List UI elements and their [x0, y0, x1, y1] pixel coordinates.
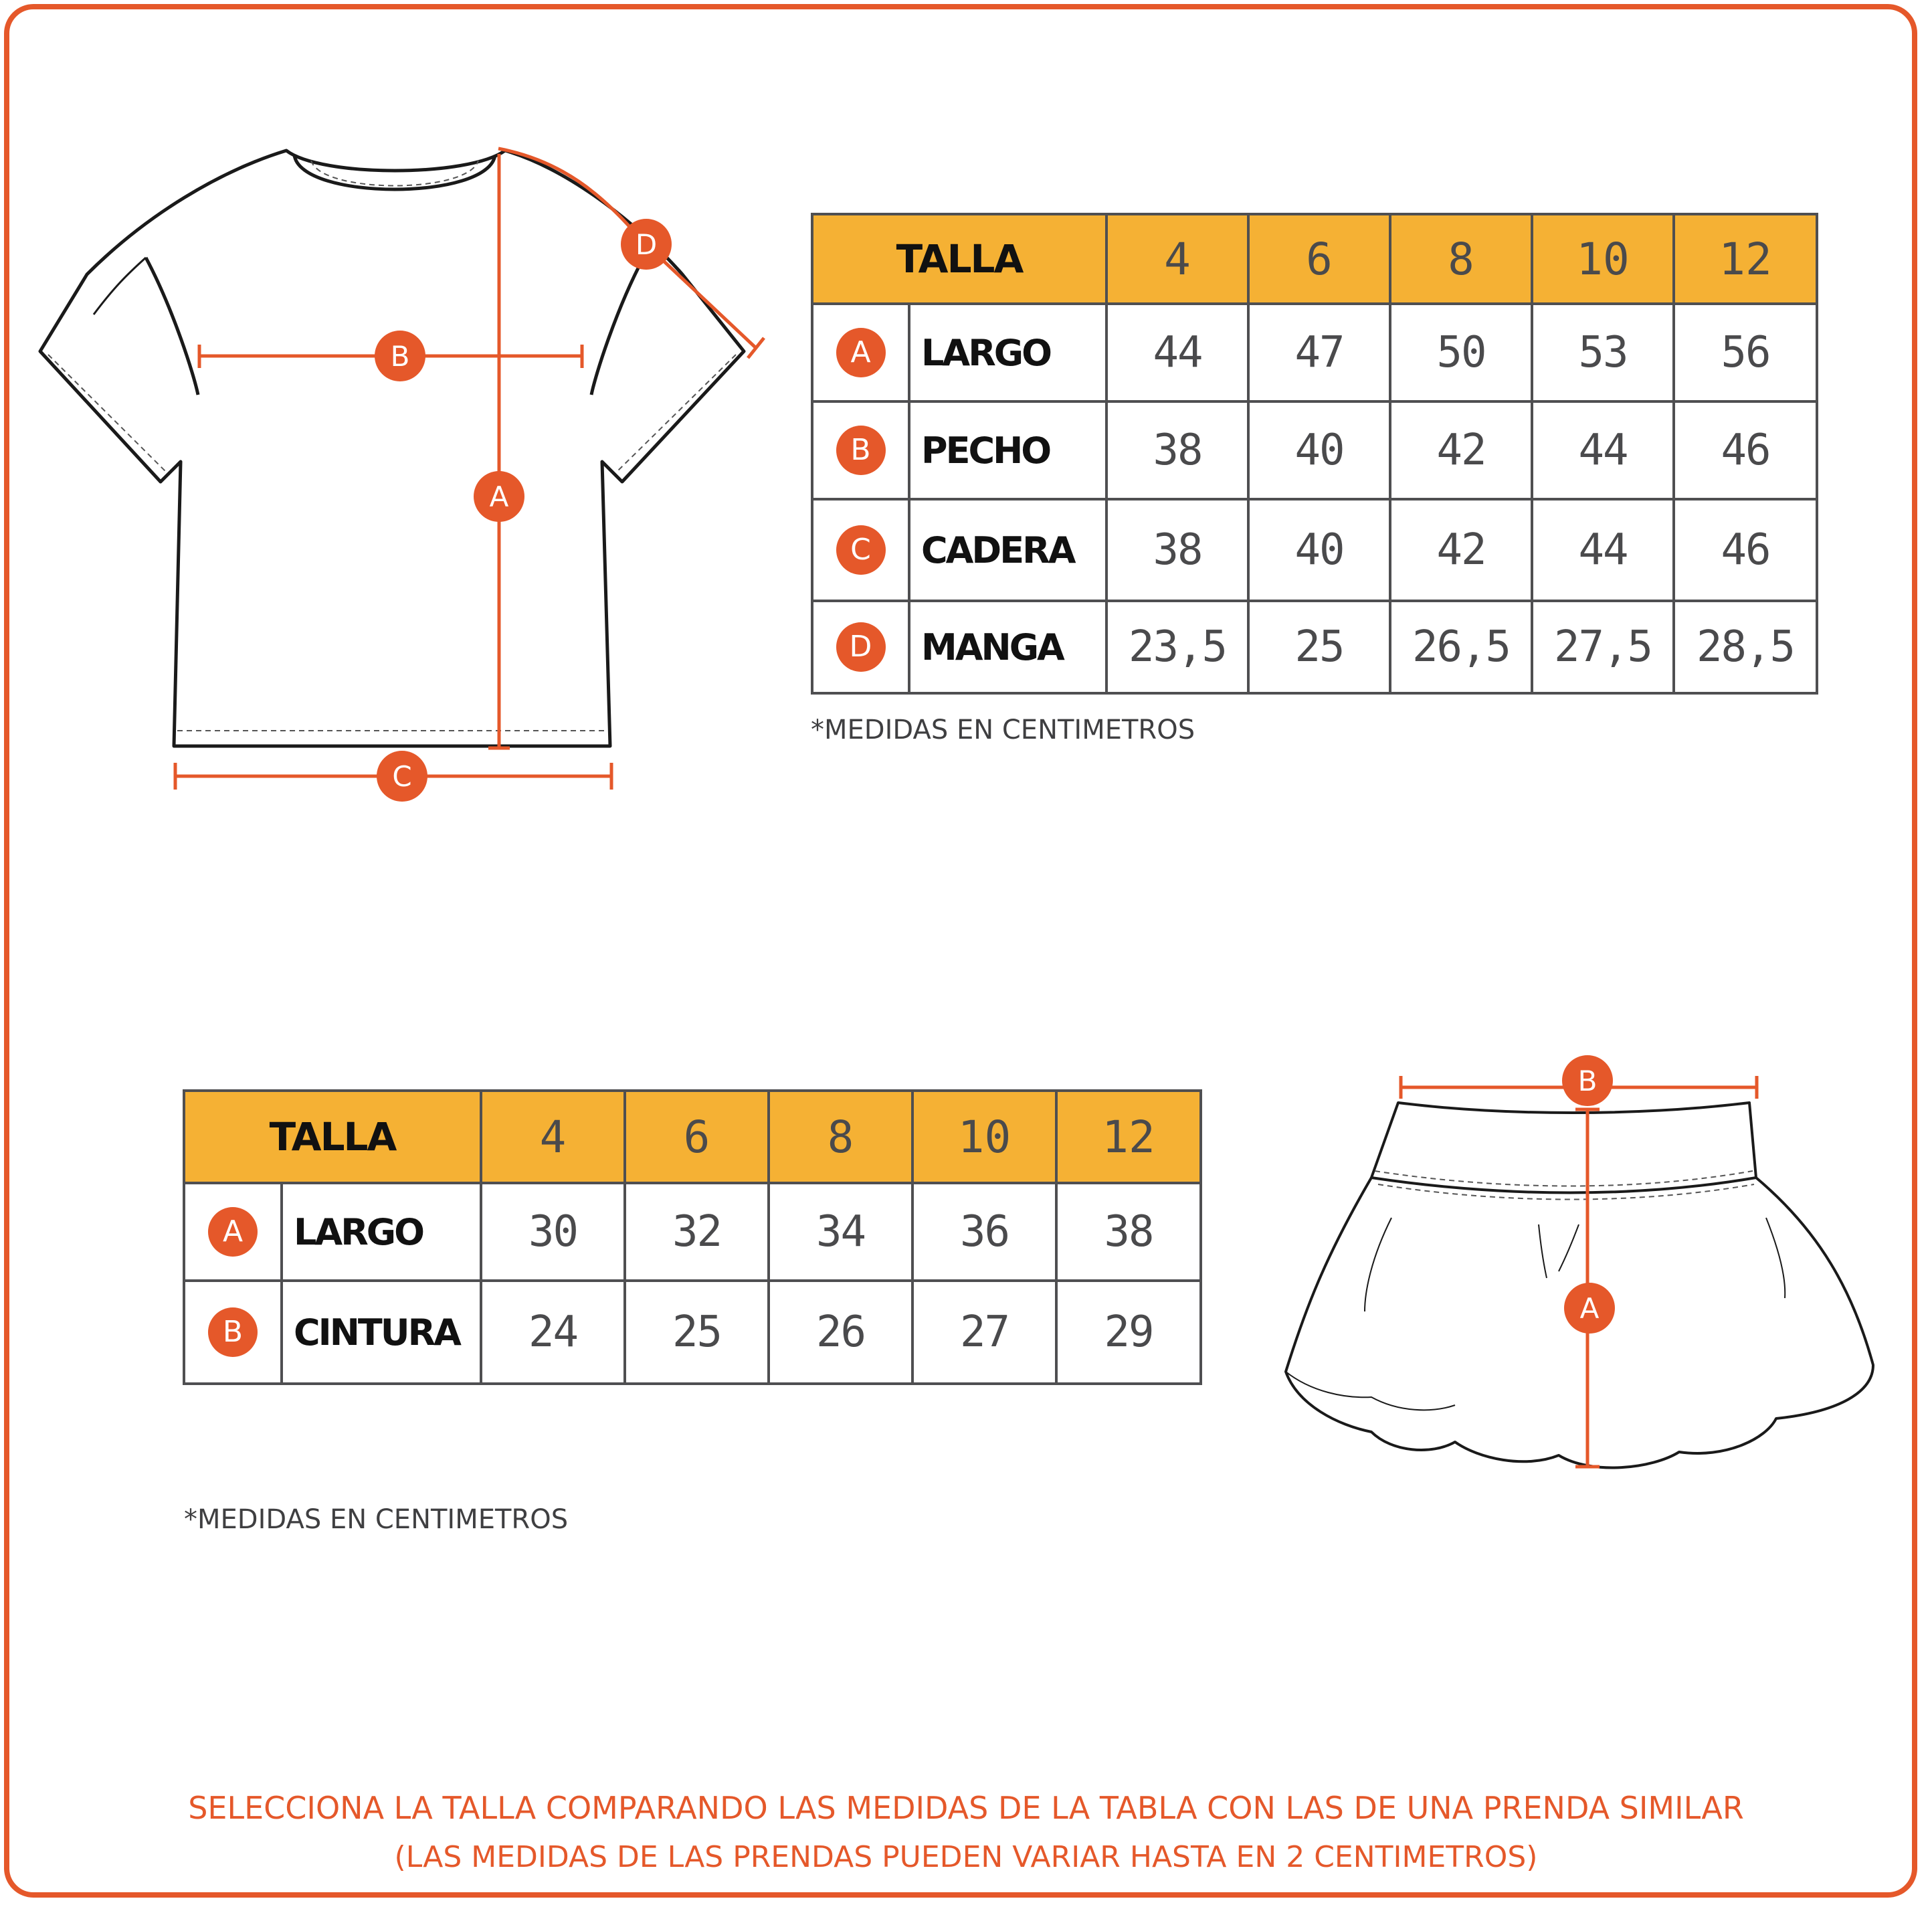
- table-cell: 53: [1532, 304, 1674, 401]
- table-cell: 36: [912, 1183, 1056, 1281]
- tshirt-badge-b-label: B: [390, 340, 410, 373]
- table-cell: 56: [1674, 304, 1817, 401]
- table-cell: 40: [1248, 499, 1390, 601]
- skirt-size-col-8: 8: [769, 1091, 912, 1183]
- badge-c: C: [836, 525, 886, 575]
- tshirt-badge-d-label: D: [635, 228, 658, 261]
- shirt-size-col-8: 8: [1390, 214, 1532, 304]
- table-cell: 46: [1674, 401, 1817, 499]
- table-cell: 40: [1248, 401, 1390, 499]
- skirt-badge-a-label: A: [1579, 1292, 1600, 1325]
- table-cell: 42: [1390, 401, 1532, 499]
- table-cell: 25: [625, 1281, 769, 1384]
- shirt-size-col-12: 12: [1674, 214, 1817, 304]
- shirt-row-name: LARGO: [909, 304, 1106, 401]
- shirt-size-col-6: 6: [1248, 214, 1390, 304]
- skirt-badge-a: [1564, 1283, 1615, 1334]
- skirt-row-name: LARGO: [282, 1183, 481, 1281]
- shirt-row-name: PECHO: [909, 401, 1106, 499]
- skirt-table-header-talla: TALLA: [184, 1091, 481, 1183]
- skirt-badge-b: [1562, 1055, 1613, 1106]
- shirt-size-col-4: 4: [1106, 214, 1248, 304]
- table-cell: 32: [625, 1183, 769, 1281]
- table-cell: 38: [1106, 499, 1248, 601]
- footer-disclaimer: (LAS MEDIDAS DE LAS PRENDAS PUEDEN VARIAR HASTA EN 2 CENTIMETROS): [394, 1840, 1538, 1874]
- table-cell: 38: [1056, 1183, 1201, 1281]
- table-cell: 29: [1056, 1281, 1201, 1384]
- table-cell: 26,5: [1390, 601, 1532, 693]
- skirt-table-note: *MEDIDAS EN CENTIMETROS: [184, 1504, 569, 1535]
- shirt-size-col-10: 10: [1532, 214, 1674, 304]
- tshirt-badge-c-label: C: [392, 760, 412, 793]
- shirt-table-header-talla: TALLA: [812, 214, 1106, 304]
- table-cell: 24: [481, 1281, 625, 1384]
- table-cell: 44: [1532, 499, 1674, 601]
- badge-b: B: [208, 1307, 258, 1357]
- badge-a: A: [836, 328, 886, 377]
- shirt-row-name: CADERA: [909, 499, 1106, 601]
- shirt-table-note: *MEDIDAS EN CENTIMETROS: [811, 715, 1195, 745]
- table-cell: 27: [912, 1281, 1056, 1384]
- badge-b: B: [836, 426, 886, 475]
- badge-a: A: [208, 1207, 258, 1257]
- skirt-size-col-4: 4: [481, 1091, 625, 1183]
- skirt-measure-lines: [1401, 1076, 1757, 1467]
- skirt-size-col-12: 12: [1056, 1091, 1201, 1183]
- skirt-row-name: CINTURA: [282, 1281, 481, 1384]
- table-cell: 23,5: [1106, 601, 1248, 693]
- table-cell: 27,5: [1532, 601, 1674, 693]
- table-cell: 46: [1674, 499, 1817, 601]
- table-cell: 26: [769, 1281, 912, 1384]
- skirt-badge-b-label: B: [1577, 1065, 1598, 1097]
- table-cell: 34: [769, 1183, 912, 1281]
- footer-instruction: SELECCIONA LA TALLA COMPARANDO LAS MEDIDAS DE LA TABLA CON LAS DE UNA PRENDA SIMILAR: [188, 1790, 1744, 1826]
- table-cell: 47: [1248, 304, 1390, 401]
- table-cell: 44: [1106, 304, 1248, 401]
- table-cell: 42: [1390, 499, 1532, 601]
- table-cell: 30: [481, 1183, 625, 1281]
- table-cell: 25: [1248, 601, 1390, 693]
- skirt-size-col-10: 10: [912, 1091, 1056, 1183]
- table-cell: 28,5: [1674, 601, 1817, 693]
- badge-d: D: [836, 622, 886, 672]
- table-cell: 50: [1390, 304, 1532, 401]
- skirt-size-col-6: 6: [625, 1091, 769, 1183]
- table-cell: 44: [1532, 401, 1674, 499]
- table-cell: 38: [1106, 401, 1248, 499]
- tshirt-badge-a-label: A: [489, 480, 509, 513]
- shirt-row-name: MANGA: [909, 601, 1106, 693]
